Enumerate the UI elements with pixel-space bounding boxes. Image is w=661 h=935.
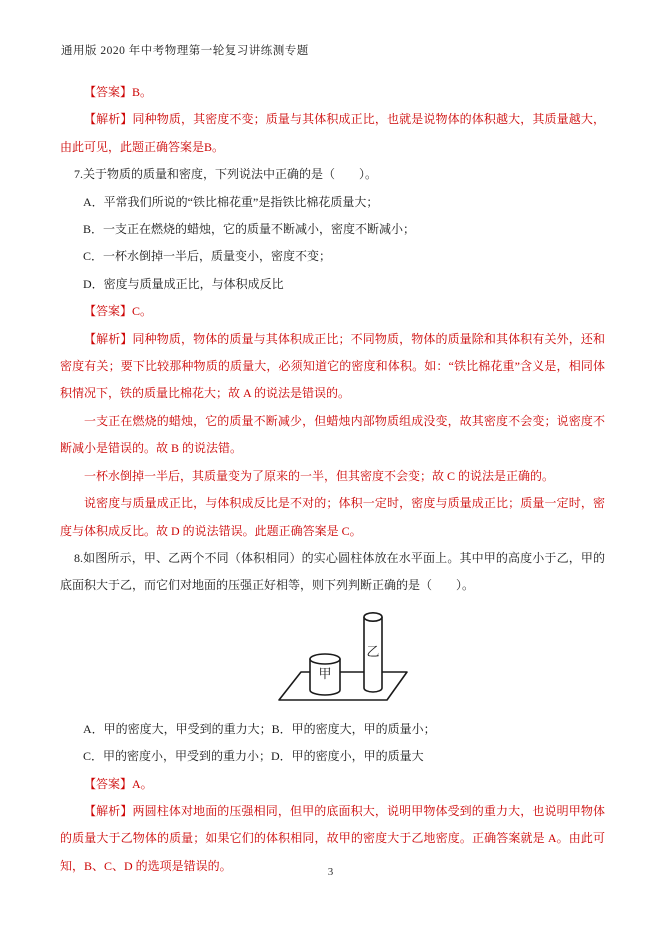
q6-analysis-paragraph: 【解析】同种物质，其密度不变；质量与其体积成正比，也就是说物体的体积越大，其质量越大，由此可见，此题正确答案是B。 [60,112,605,154]
q7-option-b: B．一支正在燃烧的蜡烛，它的质量不断减小，密度不断减小； [83,222,416,237]
document-content [60,79,605,880]
surface-parallelogram [279,672,407,700]
q8-options-row-ab: A．甲的密度大，甲受到的重力大；B．甲的密度大，甲的质量小； [83,721,436,736]
page-number: 3 [327,866,334,878]
q6-answer-line: 【答案】B。 [84,85,153,99]
q8-analysis-paragraph: 【解析】两圆柱体对地面的压强相同，但甲的底面积大，说明甲物体受到的重力大，也说明甲物体的质量大于乙物体的质量；如果它们的体积相同，故甲的密度大于乙地密度。正确答案就是 A。由此可知，B、C、D 的选项是错误的。 [60,803,605,873]
q7-stem: 7.关于物质的质量和密度，下列说法中正确的是（ ）。 [74,167,378,182]
document-header-title: 通用版 2020 年中考物理第一轮复习讲练测专题 [61,45,309,57]
q8-cylinders-figure [260,607,445,713]
q7-analysis-paragraph-3: 一杯水倒掉一半后，其质量变为了原来的一半，但其密度不会变；故 C 的说法是正确的。 [84,468,555,483]
q7-answer-line: 【答案】C。 [84,304,153,319]
short-cylinder [310,654,340,695]
tall-cylinder [364,613,382,692]
q7-option-a: A．平常我们所说的“铁比棉花重”是指铁比棉花质量大； [83,194,379,209]
q8-stem: 8.如图所示，甲、乙两个不同（体积相同）的实心圆柱体放在水平面上。其中甲的高度小于乙，甲的底面积大于乙，而它们对地面的压强正好相等，则下列判断正确的是（ ）。 [60,550,605,593]
q7-option-c: C．一杯水倒掉一半后，质量变小，密度不变； [83,249,332,264]
q7-analysis-paragraph-2: 一支正在燃烧的蜡烛，它的质量不断减少，但蜡烛内部物质组成没变，故其密度不会变；说密度不断减小是错误的。故 B 的说法错。 [60,413,605,456]
q7-analysis-paragraph-1: 【解析】同种物质，物体的质量与其体积成正比；不同物质，物体的质量除和其体积有关外，还和密度有关；要下比较那种物质的质量大，必须知道它的密度和体积。如：“铁比棉花重”含义是，相同体积情况下，铁的质量比棉花大；故 A 的说法是错误的。 [60,331,605,401]
short-cylinder-label: 甲 [318,665,332,681]
q7-analysis-paragraph-4: 说密度与质量成正比，与体积成反比是不对的；体积一定时，密度与质量成正比；质量一定时，密度与体积成反比。故 D 的说法错误。此题正确答案是 C。 [60,496,605,538]
q7-option-d: D．密度与质量成正比，与体积成反比 [83,276,284,291]
tall-cylinder-label: 乙 [366,643,380,659]
q8-options-row-cd: C．甲的密度小，甲受到的重力小；D．甲的密度小，甲的质量大 [83,749,424,764]
q8-answer-line: 【答案】A。 [84,776,153,791]
